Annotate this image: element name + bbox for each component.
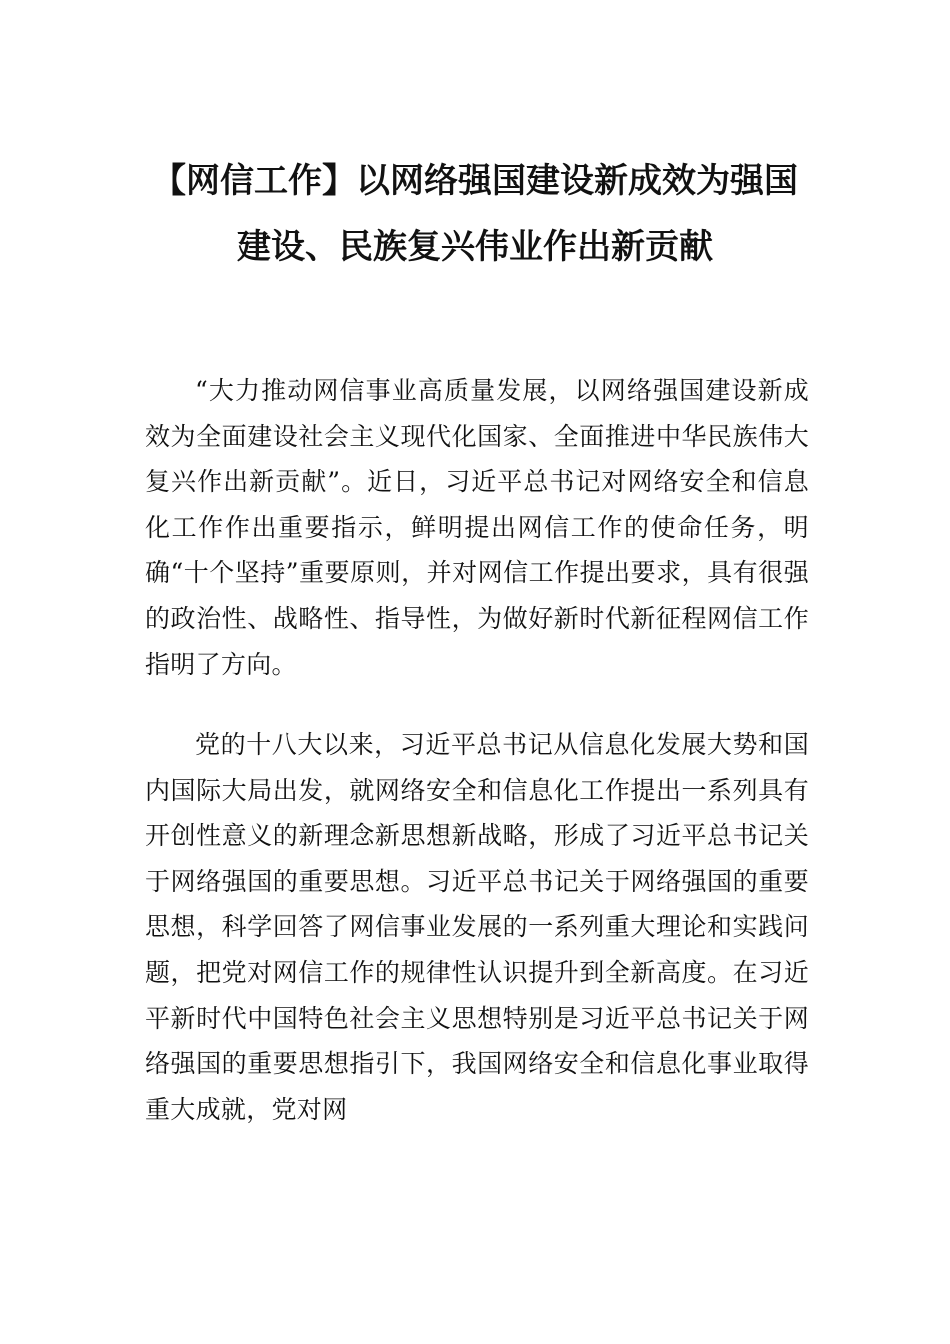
document-title [135, 148, 815, 280]
title-line-1: 【网信工作】以网络强国建设新成效为强国 [152, 161, 798, 201]
body-paragraph-2: 党的十八大以来，习近平总书记从信息化发展大势和国内国际大局出发，就网络安全和信息化工作提出一系列具有开创性意义的新理念新思想新战略，形成了习近平总书记关于网络强国的重要思想。习近平总书记关于网络强国的重要思想，科学回答了网信事业发展的一系列重大理论和实践问题，把党对网信工作的规律性认识提升到全新高度。在习近平新时代中国特色社会主义思想特别是习近平总书记关于网络强国的重要思想指引下，我国网络安全和信息化事业取得重大成就，党对网 [145, 730, 809, 1124]
body-paragraph-1: “大力推动网信事业高质量发展，以网络强国建设新成效为全面建设社会主义现代化国家、全面推进中华民族伟大复兴作出新贡献”。近日，习近平总书记对网络安全和信息化工作作出重要指示，鲜明提出网信工作的使命任务，明确“十个坚持”重要原则，并对网信工作提出要求，具有很强的政治性、战略性、指导性，为做好新时代新征程网信工作指明了方向。 [145, 376, 809, 679]
title-line-2: 建设、民族复兴伟业作出新贡献 [237, 227, 713, 267]
